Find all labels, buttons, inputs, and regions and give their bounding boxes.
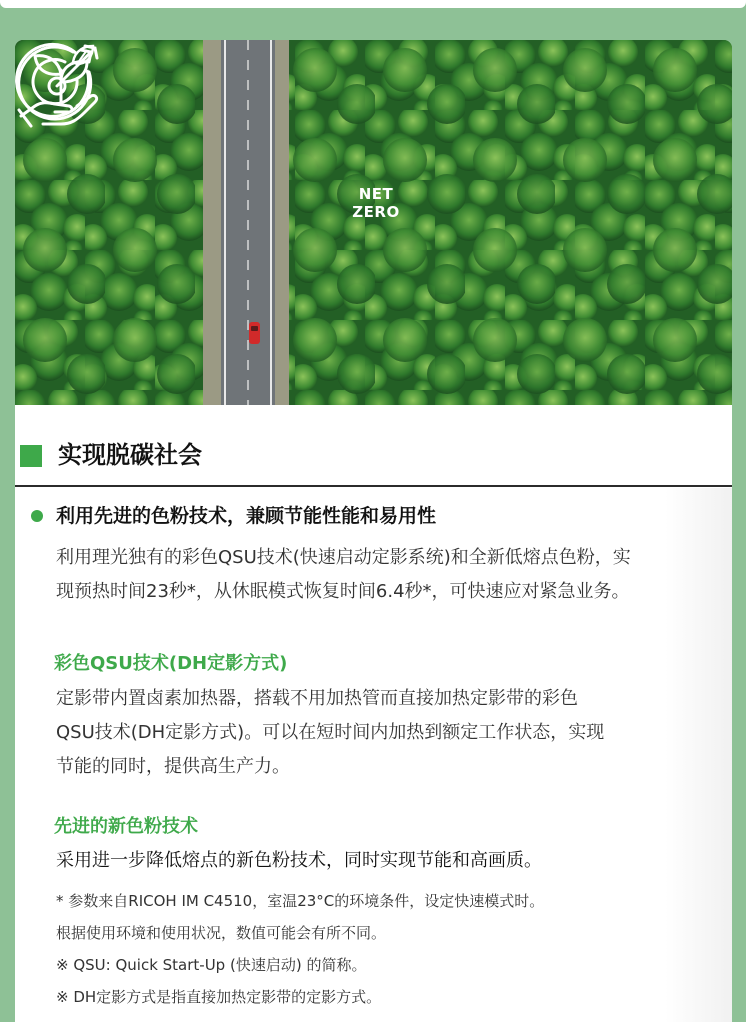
- section-heading: [20, 438, 720, 472]
- intro-paragraph: [56, 541, 716, 609]
- footnote: 根据使用环境和使用状况，数值可能会有所不同。: [56, 924, 387, 942]
- qsu-line: 节能的同时，提供高生产力。: [56, 756, 290, 777]
- footnotes: [56, 885, 696, 1013]
- qsu-line: QSU技术(DH定影方式)。可以在短时间内加热到额定工作状态，实现: [56, 722, 605, 743]
- qsu-line: 定影带内置卤素加热器，搭载不用加热管而直接加热定影带的彩色: [56, 688, 578, 709]
- net-zero-line2: ZERO: [352, 203, 400, 221]
- qsu-paragraph: [56, 682, 716, 784]
- subsection-title-toner: 先进的新色粉技术: [54, 816, 198, 837]
- target-arrow-icon: [15, 40, 103, 128]
- intro-line: 利用理光独有的彩色QSU技术(快速启动定影系统)和全新低熔点色粉，实: [56, 547, 631, 568]
- subsection-title-qsu: 彩色QSU技术(DH定影方式): [54, 653, 288, 674]
- footnote: ※ DH定影方式是指直接加热定影带的定影方式。: [56, 988, 382, 1006]
- bullet-dot: [31, 510, 43, 522]
- heading-divider: [15, 485, 732, 487]
- footnote: ※ QSU: Quick Start-Up (快速启动) 的简称。: [56, 956, 367, 974]
- forest-road-illustration: [15, 40, 732, 405]
- forest-road-photo: [15, 40, 732, 405]
- bullet-title: 利用先进的色粉技术，兼顾节能性能和易用性: [56, 505, 437, 527]
- section-title: 实现脱碳社会: [58, 441, 202, 469]
- toner-paragraph: 采用进一步降低熔点的新色粉技术，同时实现节能和高画质。: [56, 850, 542, 871]
- net-zero-line1: NET: [358, 185, 394, 203]
- heading-marker: [20, 445, 42, 467]
- intro-line: 现预热时间23秒*，从休眠模式恢复时间6.4秒*，可快速应对紧急业务。: [56, 581, 630, 602]
- content-card: [15, 40, 732, 1022]
- top-strip: [0, 0, 746, 8]
- footnote: * 参数来自RICOH IM C4510，室温23°C的环境条件，设定快速模式时。: [56, 892, 545, 910]
